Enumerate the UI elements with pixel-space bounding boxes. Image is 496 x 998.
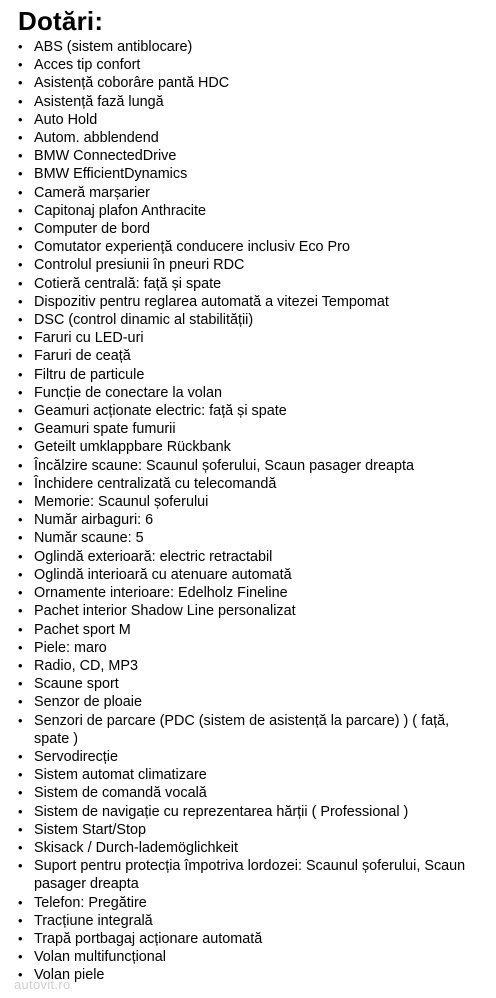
page-title: Dotări:: [18, 6, 104, 36]
list-item: • Scaune sport: [18, 675, 488, 693]
list-item: • Faruri de ceață: [18, 347, 488, 365]
feature-list: [18, 38, 488, 985]
list-item: • Senzori de parcare (PDC (sistem de asistență la parcare) ) ( față, spate ): [18, 712, 488, 748]
list-item: • Închidere centralizată cu telecomandă: [18, 475, 488, 493]
list-item: • Capitonaj plafon Anthracite: [18, 202, 488, 220]
list-item: • Dispozitiv pentru reglarea automată a vitezei Tempomat: [18, 293, 488, 311]
list-item: • Memorie: Scaunul șoferului: [18, 493, 488, 511]
list-item: • Controlul presiunii în pneuri RDC: [18, 256, 488, 274]
list-item: • Trapă portbagaj acționare automată: [18, 930, 488, 948]
list-item: • Geamuri spate fumurii: [18, 420, 488, 438]
list-item: • Computer de bord: [18, 220, 488, 238]
list-item: • Sistem de navigație cu reprezentarea hărții ( Professional ): [18, 803, 488, 821]
list-item: • Număr scaune: 5: [18, 529, 488, 547]
list-item: • ABS (sistem antiblocare): [18, 38, 488, 56]
list-item: • Asistență coborâre pantă HDC: [18, 74, 488, 92]
list-item: • Senzor de ploaie: [18, 693, 488, 711]
list-item: • Funcție de conectare la volan: [18, 384, 488, 402]
list-item: • DSC (control dinamic al stabilității): [18, 311, 488, 329]
list-item: • Acces tip confort: [18, 56, 488, 74]
list-item: • Cameră marșarier: [18, 184, 488, 202]
list-item: • Servodirecție: [18, 748, 488, 766]
list-item: • Pachet sport M: [18, 621, 488, 639]
list-item: • Geteilt umklappbare Rückbank: [18, 438, 488, 456]
list-item: • Sistem Start/Stop: [18, 821, 488, 839]
list-item: • Skisack / Durch-lademöglichkeit: [18, 839, 488, 857]
list-item: • Comutator experiență conducere inclusiv Eco Pro: [18, 238, 488, 256]
list-item: • Cotieră centrală: față și spate: [18, 275, 488, 293]
list-item: • Volan multifuncțional: [18, 948, 488, 966]
list-item: • Piele: maro: [18, 639, 488, 657]
list-item: • Pachet interior Shadow Line personalizat: [18, 602, 488, 620]
list-item: • Filtru de particule: [18, 366, 488, 384]
list-item: • Oglindă interioară cu atenuare automată: [18, 566, 488, 584]
list-item: • BMW EfficientDynamics: [18, 165, 488, 183]
list-item: • Auto Hold: [18, 111, 488, 129]
list-item: • Volan piele: [18, 966, 488, 984]
list-item: • Asistență fază lungă: [18, 93, 488, 111]
list-item: • Sistem de comandă vocală: [18, 784, 488, 802]
list-item: • Geamuri acționate electric: față și spate: [18, 402, 488, 420]
list-item: • Telefon: Pregătire: [18, 894, 488, 912]
list-item: • Faruri cu LED-uri: [18, 329, 488, 347]
list-item: • Autom. abblendend: [18, 129, 488, 147]
list-item: • Ornamente interioare: Edelholz Fineline: [18, 584, 488, 602]
list-item: • Număr airbaguri: 6: [18, 511, 488, 529]
list-item: • Sistem automat climatizare: [18, 766, 488, 784]
watermark-logo: autovit.ro: [14, 977, 71, 992]
list-item: • Oglindă exterioară: electric retractabil: [18, 548, 488, 566]
list-item: • Suport pentru protecția împotriva lordozei: Scaunul șoferului, Scaun pasager dreapta: [18, 857, 488, 893]
list-item: • Radio, CD, MP3: [18, 657, 488, 675]
list-item: • Tracțiune integrală: [18, 912, 488, 930]
list-item: • Încălzire scaune: Scaunul șoferului, Scaun pasager dreapta: [18, 457, 488, 475]
list-item: • BMW ConnectedDrive: [18, 147, 488, 165]
